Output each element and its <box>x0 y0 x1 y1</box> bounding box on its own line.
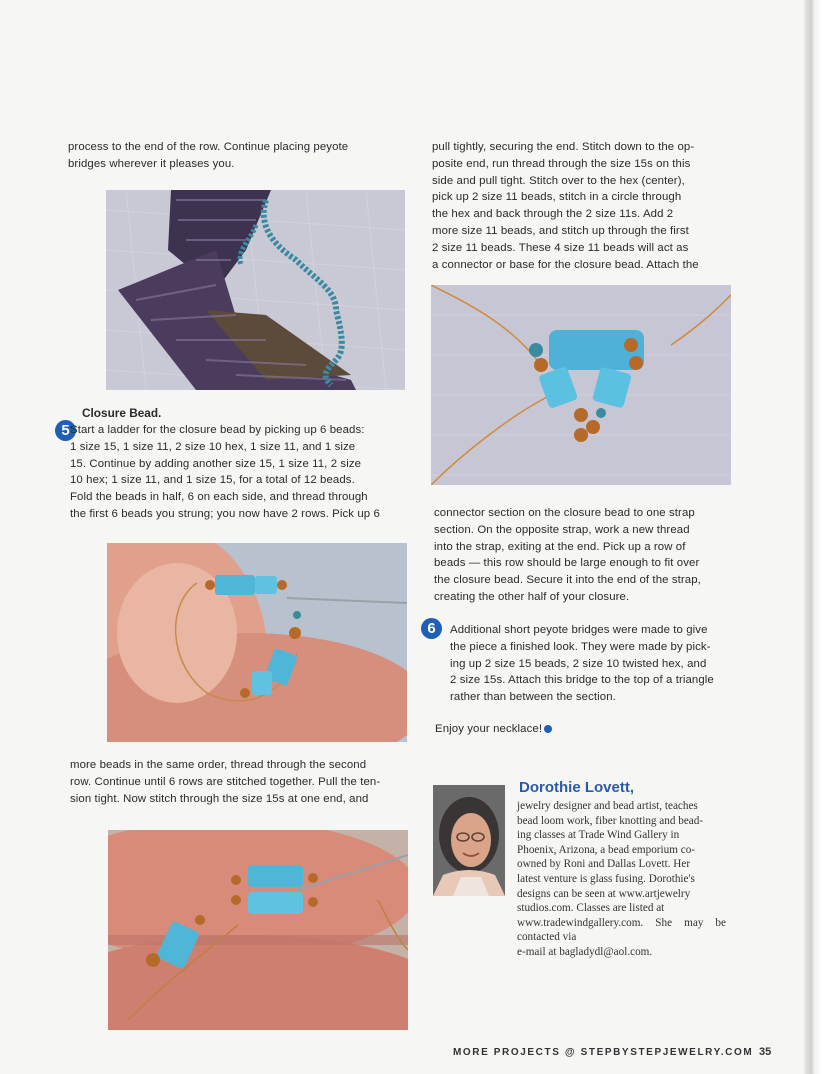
step-5-badge: 5 <box>55 420 76 441</box>
end-mark-icon <box>544 725 552 733</box>
photo-ladder-beads <box>107 543 407 742</box>
photo-rows-stitched <box>108 830 408 1030</box>
photo-closure-bead-connector <box>431 285 731 485</box>
closure-bead-heading: Closure Bead. <box>82 406 162 420</box>
enjoy-text: Enjoy your necklace! <box>435 723 543 735</box>
author-name: Dorothie Lovett, <box>519 779 634 796</box>
intro-paragraph: process to the end of the row. Continue placing peyote bridges wherever it pleases you. <box>68 141 349 170</box>
footer-website: MORE PROJECTS @ STEPBYSTEPJEWELRY.COM <box>453 1047 754 1058</box>
step-5-text: Start a ladder for the closure bead by picking up 6 beads: 1 size 15, 1 size 11, 2 size 10 hex, 1 size 11, and 1 size 15. Continue by adding another size 15, 1 size 11, 2 size 10 hex; 1 size 11, and 1 size 15, for a total of 12 beads. Fold the beads in half, 6 on each side, and thread through the first 6 beads you strung; you now have 2 rows. Pick up 6 <box>70 424 380 520</box>
page-number: 35 <box>759 1046 772 1058</box>
step-6-badge: 6 <box>421 618 442 639</box>
page-edge <box>804 0 822 1074</box>
more-beads-paragraph: more beads in the same order, thread through the second row. Continue until 6 rows are stitched together. Pull the ten- sion tight. Now stitch through the size 15s at one end, and <box>70 759 381 805</box>
right-top-paragraph: pull tightly, securing the end. Stitch down to the op- posite end, run thread through the size 15s on this side and pull tight. Stitch over to the hex (center), pick up 2 size 11 beads, stitch in a circle through the hex and back through the 2 size 11s. Add 2 more size 11 beads, and stitch up through the first 2 size 11 beads. These 4 size 11 beads will act as a connector or base for the closure bead. Attach the <box>432 141 699 271</box>
connector-paragraph: connector section on the closure bead to one strap section. On the opposite strap, work a new thread into the strap, exiting at the end. Pick up a row of beads — this row should be large enough to fit over the closure bead. Secure it into the end of the strap, creating the other half of your closure. <box>434 507 701 603</box>
step-6-text: Additional short peyote bridges were made to give the piece a finished look. They were made by pick- ing up 2 size 15 beads, 2 size 10 twisted hex, and 2 size 15s. Attach this bridge to the top of a triangle rather than between the section. <box>450 624 714 704</box>
enjoy-line <box>435 721 735 738</box>
photo-peyote-triangles <box>106 190 405 390</box>
author-portrait <box>433 785 505 896</box>
author-bio: jewelry designer and bead artist, teaches bead loom work, fiber knotting and bead- ing classes at Trade Wind Gallery in Phoenix, Arizona, a bead emporium co- owned by Roni and Dallas Lovett. Her latest venture is glass fusing. Dorothie's designs can be seen at www.artjewelry studios.com. Classes are listed at www.tradewindgallery.com. She may be contacted via e-mail at bagladydl@aol.com. <box>517 800 726 958</box>
